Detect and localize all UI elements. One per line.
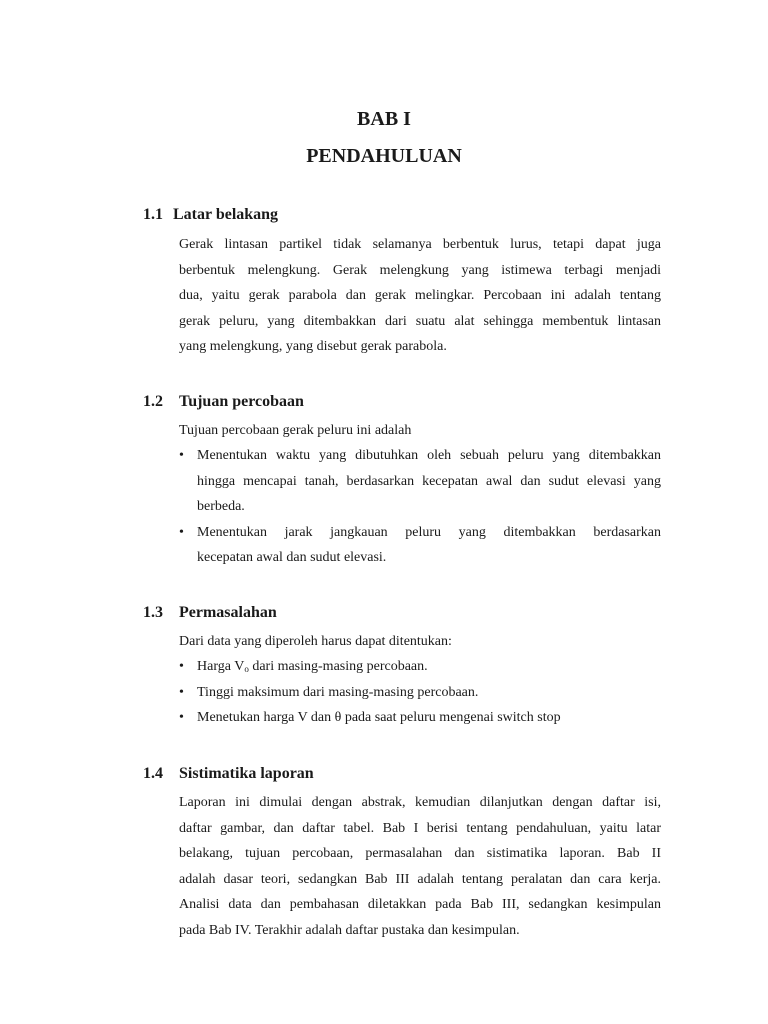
paragraph-line: belakang, tujuan percobaan, permasalahan dan sistimatika laporan. Bab II bbox=[179, 846, 661, 861]
paragraph-line: adalah dasar teori, sedangkan Bab III adalah tentang peralatan dan cara kerja. bbox=[179, 871, 661, 887]
section-1-2-intro bbox=[179, 418, 661, 444]
section-title: Permasalahan bbox=[179, 604, 277, 621]
section-heading-1-4 bbox=[143, 765, 314, 783]
section-1-3-bullet-list bbox=[179, 654, 661, 731]
section-heading-1-2 bbox=[143, 393, 304, 411]
list-item bbox=[179, 654, 661, 680]
list-item-line: Menetukan harga V dan θ pada saat peluru mengenai switch stop bbox=[197, 710, 561, 725]
paragraph-line: Gerak lintasan partikel tidak selamanya berbentuk lurus, tetapi dapat juga bbox=[179, 237, 661, 252]
list-item-line: Tinggi maksimum dari masing-masing percobaan. bbox=[197, 684, 479, 700]
list-item bbox=[179, 680, 661, 706]
section-1-1-paragraph bbox=[179, 232, 661, 360]
list-item-line: Menentukan waktu yang dibutuhkan oleh sebuah peluru yang ditembakkan bbox=[197, 448, 661, 463]
section-number: 1.3 bbox=[143, 604, 163, 621]
bullet-icon: • bbox=[179, 524, 184, 540]
subscript: o bbox=[244, 664, 249, 674]
paragraph-line: berbentuk melengkung. Gerak melengkung yang istimewa terbagi menjadi bbox=[179, 262, 661, 278]
section-heading-1-3 bbox=[143, 604, 277, 622]
list-item bbox=[179, 705, 661, 731]
paragraph-line: Dari data yang diperoleh harus dapat ditentukan: bbox=[179, 634, 452, 649]
list-item-line: Menentukan jarak jangkauan peluru yang ditembakkan berdasarkan bbox=[197, 524, 661, 540]
section-number: 1.4 bbox=[143, 765, 163, 782]
list-item-line: hingga mencapai tanah, berdasarkan kecepatan awal dan sudut elevasi yang bbox=[197, 473, 661, 489]
bullet-icon: • bbox=[179, 684, 184, 700]
bullet-icon: • bbox=[179, 659, 184, 674]
list-item-text: dari masing-masing percobaan. bbox=[248, 659, 428, 674]
section-title: Latar belakang bbox=[173, 206, 279, 223]
section-heading-1-1 bbox=[143, 206, 278, 224]
paragraph-line: pada Bab IV. Terakhir adalah daftar pustaka dan kesimpulan. bbox=[179, 922, 520, 938]
list-item-line: berbeda. bbox=[197, 499, 245, 514]
paragraph-line: daftar gambar, dan daftar tabel. Bab I berisi tentang pendahuluan, yaitu latar bbox=[179, 820, 661, 836]
list-item-line bbox=[197, 654, 661, 680]
section-1-2-bullet-list bbox=[179, 443, 661, 571]
section-title: Sistimatika laporan bbox=[179, 765, 314, 782]
paragraph-line: gerak peluru, yang ditembakkan dari suatu alat sehingga membentuk lintasan bbox=[179, 313, 661, 329]
chapter-number: BAB I bbox=[357, 108, 411, 130]
paragraph-line: dua, yaitu gerak parabola dan gerak melingkar. Percobaan ini adalah tentang bbox=[179, 288, 661, 303]
section-title: Tujuan percobaan bbox=[179, 393, 304, 410]
paragraph-line: Analisi data dan pembahasan diletakkan pada Bab III, sedangkan kesimpulan bbox=[179, 897, 661, 912]
chapter-title: PENDAHULUAN bbox=[306, 145, 462, 167]
list-item-text: Harga V bbox=[197, 659, 245, 674]
section-number: 1.2 bbox=[143, 393, 163, 410]
paragraph-line: Tujuan percobaan gerak peluru ini adalah bbox=[179, 423, 412, 438]
paragraph-line: Laporan ini dimulai dengan abstrak, kemudian dilanjutkan dengan daftar isi, bbox=[179, 795, 661, 810]
list-item bbox=[179, 443, 661, 520]
list-item bbox=[179, 520, 661, 571]
section-1-4-paragraph bbox=[179, 790, 661, 943]
bullet-icon: • bbox=[179, 710, 184, 725]
section-number: 1.1 bbox=[143, 206, 163, 223]
bullet-icon: • bbox=[179, 448, 184, 463]
list-item-line: kecepatan awal dan sudut elevasi. bbox=[197, 550, 387, 565]
section-1-3-intro bbox=[179, 629, 661, 655]
paragraph-line: yang melengkung, yang disebut gerak parabola. bbox=[179, 339, 447, 354]
